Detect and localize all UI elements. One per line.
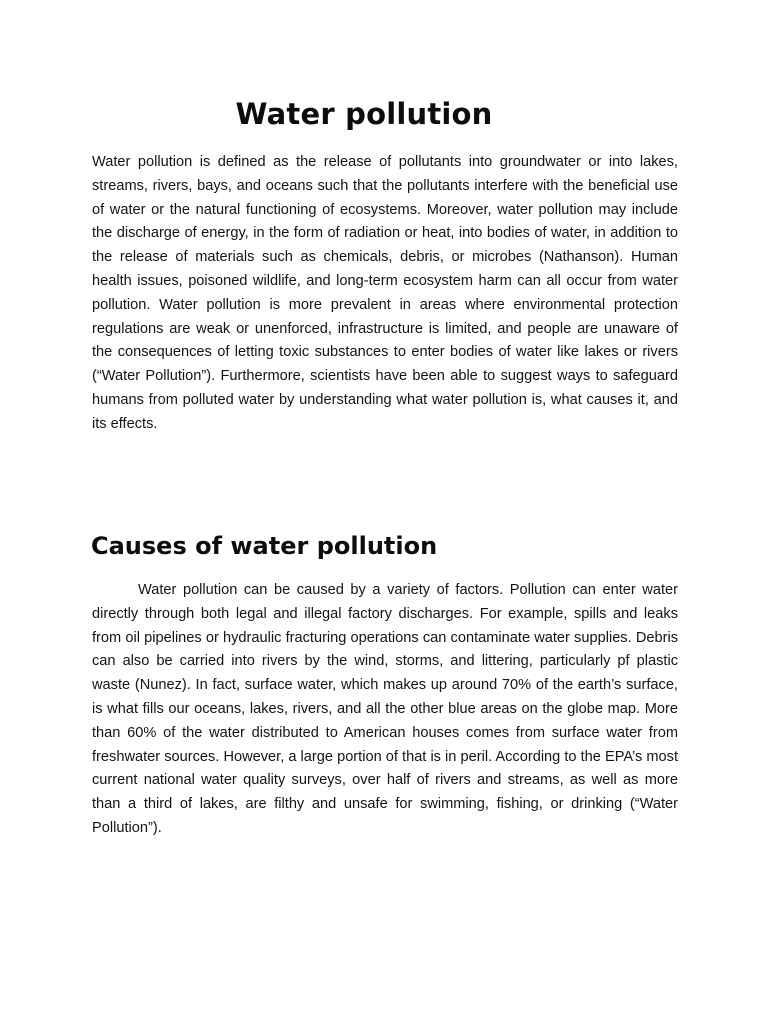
document-title: Water pollution — [235, 97, 493, 131]
causes-paragraph: Water pollution can be caused by a variety of factors. Pollution can enter water directly through both legal and illegal factory discharges. For example, spills and leaks from oil pipelines or hydraulic fracturing operations can contaminate water supplies. Debris can also be carried into rivers by the wind, storms, and littering, particularly pf plastic waste (Nunez). In fact, surface water, which makes up around 70% of the earth’s surface, is what fills our oceans, lakes, rivers, and all the other blue areas on the globe map. More than 60% of the water distributed to American houses comes from surface water from freshwater sources. However, a large portion of that is in peril. According to the EPA’s most current national water quality surveys, over half of rivers and streams, as well as more than a third of lakes, are filthy and unsafe for swimming, fishing, or drinking (“Water Pollution”). — [92, 582, 678, 836]
intro-paragraph: Water pollution is defined as the release of pollutants into groundwater or into lakes, streams, rivers, bays, and oceans such that the pollutants interfere with the beneficial use of water or the natural functioning of ecosystems. Moreover, water pollution may include the discharge of energy, in the form of radiation or heat, into bodies of water, in addition to the release of materials such as chemicals, debris, or microbes (Nathanson). Human health issues, poisoned wildlife, and long-term ecosystem harm can all occur from water pollution. Water pollution is more prevalent in areas where environmental protection regulations are weak or unenforced, infrastructure is limited, and people are unaware of the consequences of letting toxic substances to enter bodies of water like lakes or rivers (“Water Pollution”). Furthermore, scientists have been able to suggest ways to safeguard humans from polluted water by understanding what water pollution is, what causes it, and its effects. — [92, 154, 678, 432]
section-heading-causes: Causes of water pollution — [91, 532, 438, 560]
